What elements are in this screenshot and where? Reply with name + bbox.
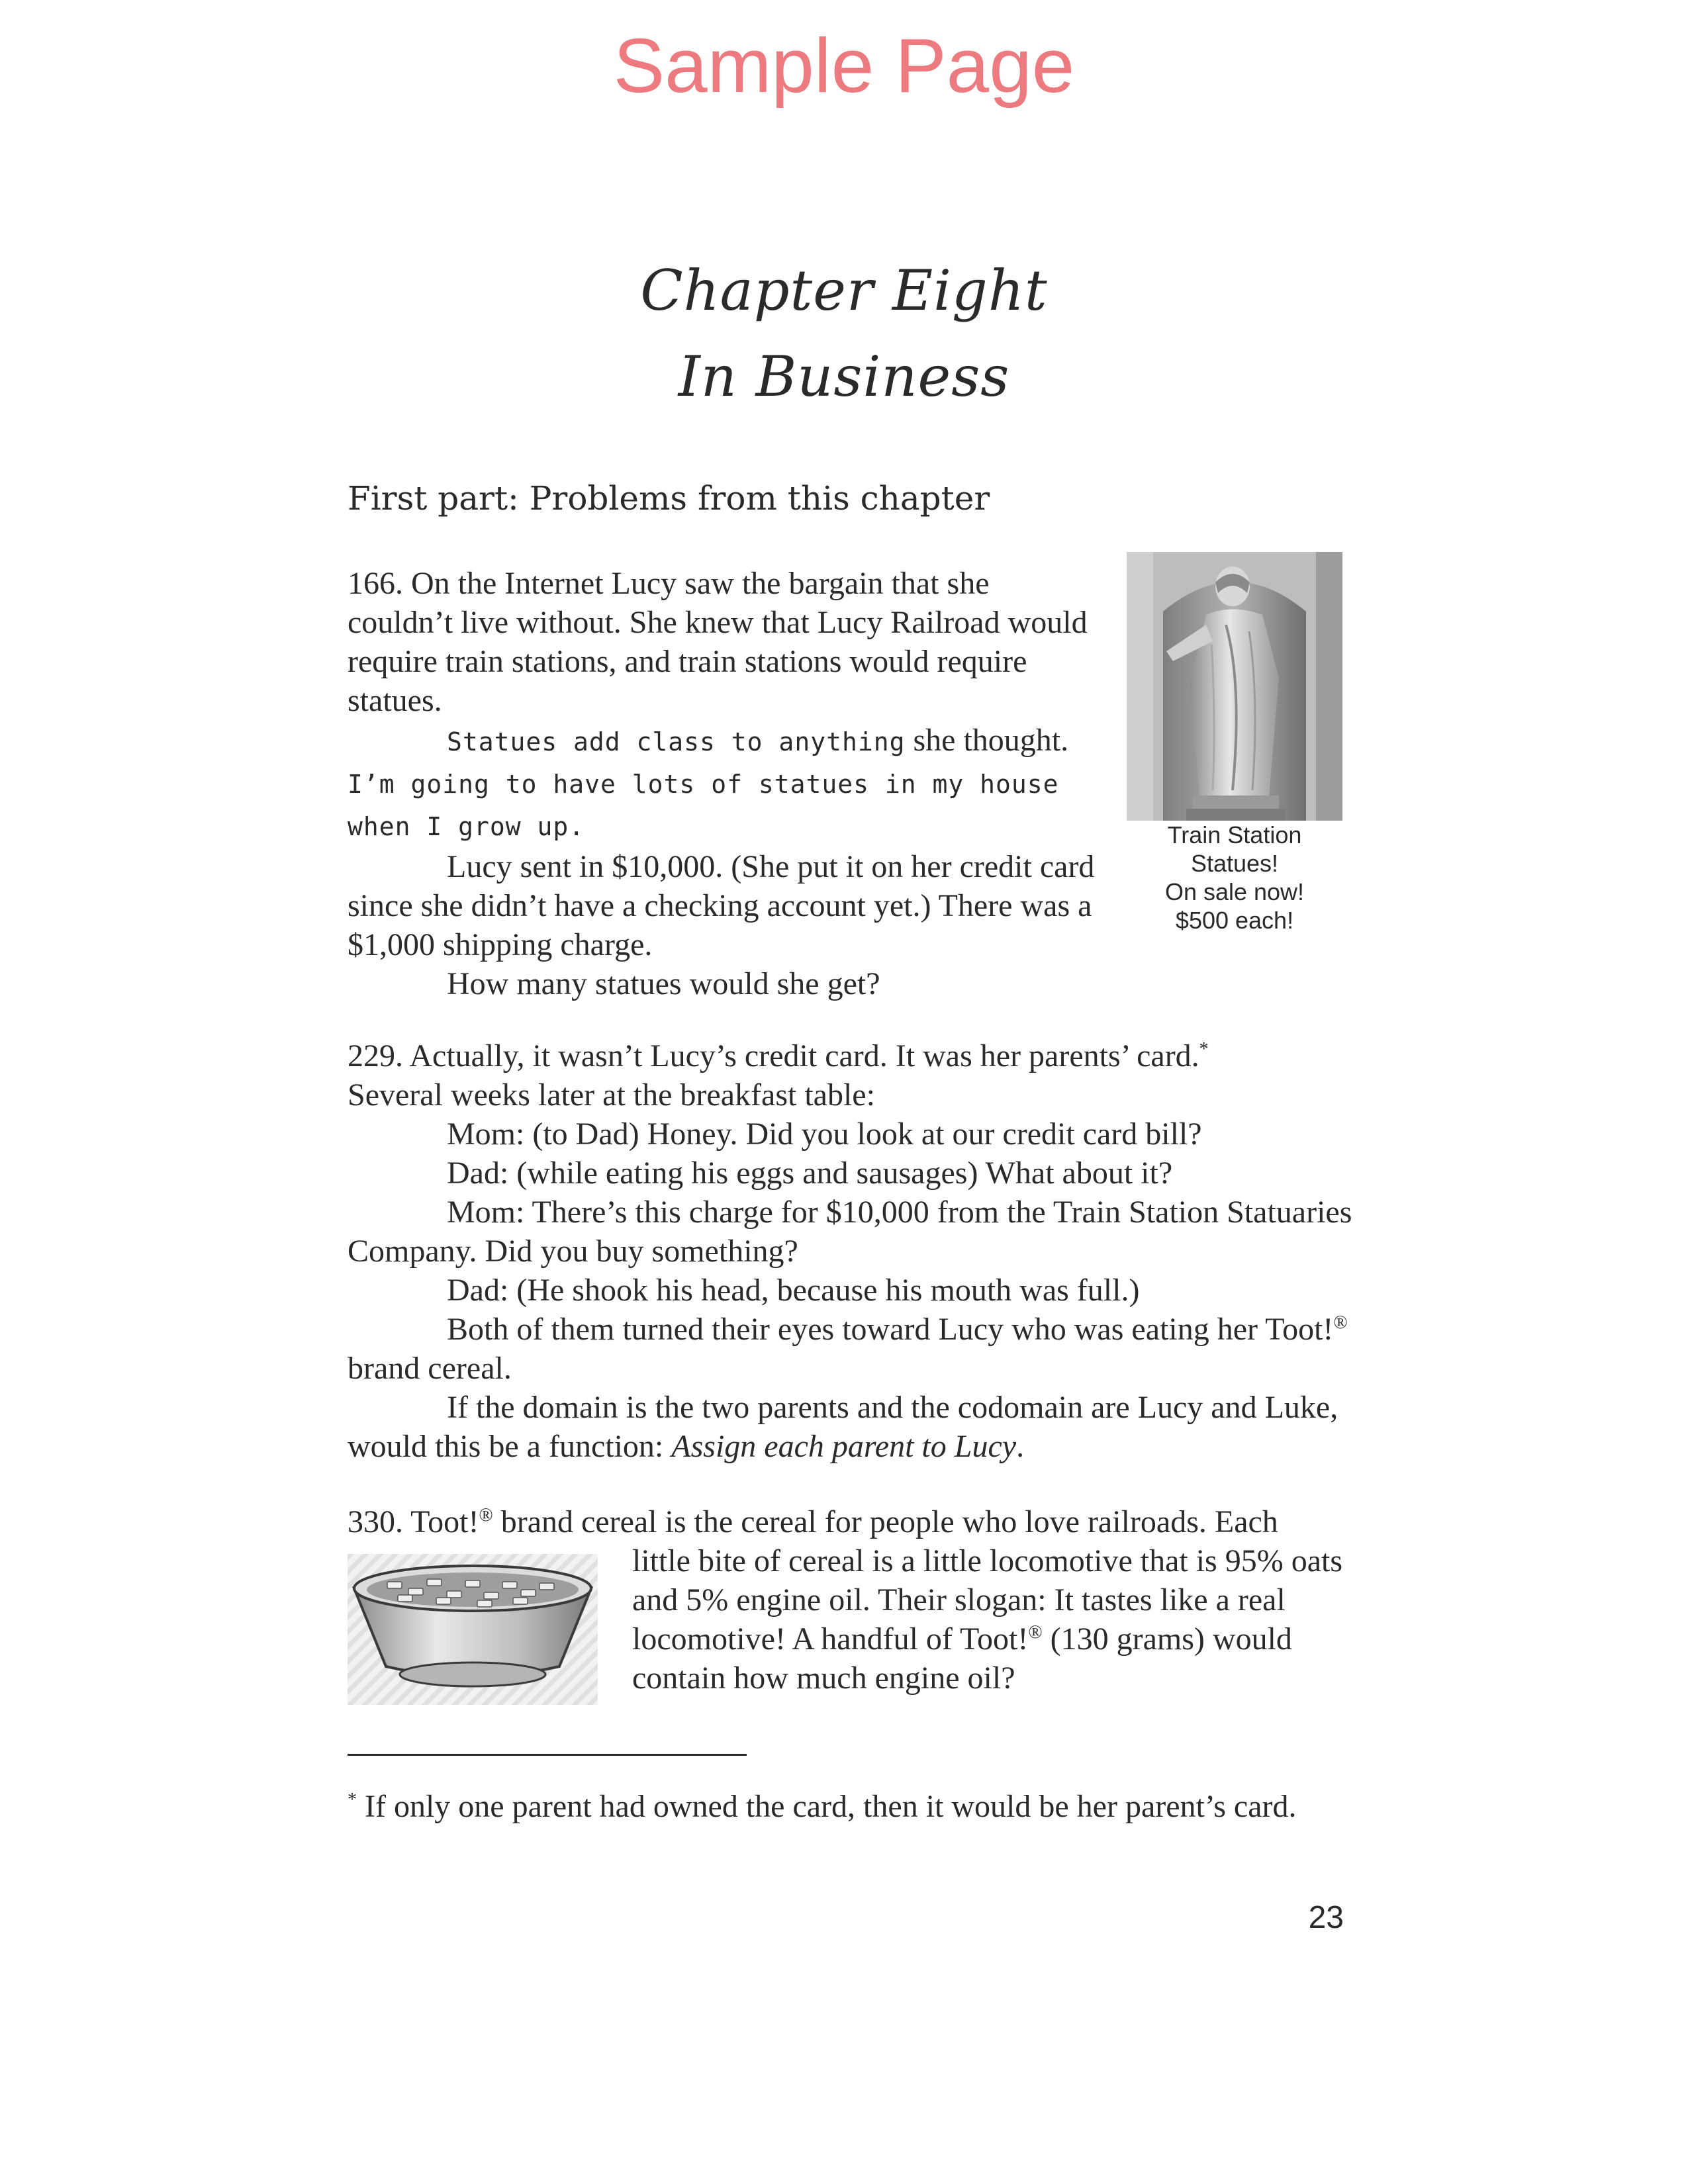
statue-photo bbox=[1127, 552, 1342, 821]
problem-229-question bbox=[348, 1388, 1354, 1466]
problem-229-intro bbox=[348, 1036, 1354, 1075]
footnote-text: If only one parent had owned the card, then it would be her parent’s card. bbox=[357, 1789, 1297, 1824]
footnote bbox=[348, 1787, 1354, 1826]
problem-166-thought bbox=[348, 720, 1102, 847]
problem-330-text-a: 330. Toot! bbox=[348, 1504, 479, 1539]
question-italic: Assign each parent to Lucy bbox=[671, 1429, 1017, 1464]
problem-330-first-line bbox=[348, 1502, 1354, 1541]
problem-330-body-text-b: (130 grams) would contain how much engine oil? bbox=[632, 1621, 1292, 1696]
statue-ad-caption bbox=[1099, 821, 1370, 934]
dialog-mom-2: Mom: There’s this charge for $10,000 from the Train Station Statuaries Company. Did you buy something? bbox=[348, 1195, 1352, 1269]
dialog-dad-2: Dad: (He shook his head, because his mouth was full.) bbox=[447, 1273, 1140, 1308]
cereal-bowl-image bbox=[348, 1554, 598, 1705]
problem-229-intro-text: 229. Actually, it wasn’t Lucy’s credit card. It was her parents’ card. bbox=[348, 1038, 1199, 1073]
handwritten-thought-1: Statues add class to anything bbox=[447, 727, 906, 756]
statue-illustration bbox=[1127, 552, 1342, 821]
problem-229-narration bbox=[348, 1310, 1354, 1388]
sample-page-watermark: Sample Page bbox=[613, 23, 1075, 109]
page-number: 23 bbox=[1308, 1900, 1344, 1935]
registered-mark: ® bbox=[479, 1505, 493, 1525]
footnote-divider bbox=[348, 1754, 747, 1756]
thought-narration: she thought. bbox=[905, 723, 1069, 758]
problem-229 bbox=[348, 1036, 1354, 1466]
problem-330-body bbox=[632, 1541, 1367, 1698]
problem-166-question: How many statues would she get? bbox=[447, 966, 880, 1001]
ad-line-3: On sale now! bbox=[1164, 878, 1305, 905]
cereal-bowl-illustration bbox=[348, 1554, 598, 1705]
handwritten-thought-2: I’m going to have lots of statues in my house when I grow up. bbox=[348, 770, 1059, 841]
problem-330-body-text-a: little bite of cereal is a little locomotive that is 95% oats and 5% engine oil. Their slogan: It tastes like a real locomotive! A handful of Toot! bbox=[632, 1543, 1343, 1657]
problem-166-purchase: Lucy sent in $10,000. (She put it on her credit card since she didn’t have a checking account yet.) There was a $1,000 shipping charge. bbox=[348, 849, 1095, 962]
question-text-a: If the domain is the two parents and the codomain are Lucy and Luke, would this be a function: bbox=[348, 1390, 1338, 1464]
problem-330-text-b: brand cereal is the cereal for people who love railroads. Each bbox=[492, 1504, 1278, 1539]
registered-mark: ® bbox=[1333, 1312, 1348, 1333]
footnote-marker: * bbox=[1199, 1039, 1209, 1060]
narration-text-b: brand cereal. bbox=[348, 1351, 512, 1386]
ad-line-4: $500 each! bbox=[1175, 907, 1294, 934]
question-text-b: . bbox=[1016, 1429, 1025, 1464]
dialog-dad-1: Dad: (while eating his eggs and sausages) What about it? bbox=[447, 1156, 1173, 1191]
chapter-title: Chapter Eight bbox=[640, 258, 1048, 323]
registered-mark: ® bbox=[1028, 1622, 1043, 1643]
problem-166-intro: 166. On the Internet Lucy saw the bargain that she couldn’t live without. She knew that Lucy Railroad would require train stations, and train stations would require statues. bbox=[348, 566, 1088, 718]
dialog-mom-1: Mom: (to Dad) Honey. Did you look at our credit card bill? bbox=[447, 1116, 1202, 1152]
narration-text-a: Both of them turned their eyes toward Lucy who was eating her Toot! bbox=[447, 1312, 1334, 1347]
chapter-subtitle: In Business bbox=[678, 344, 1010, 409]
ad-line-1: Train Station bbox=[1167, 821, 1302, 848]
problem-229-setting: Several weeks later at the breakfast table: bbox=[348, 1077, 875, 1113]
footnote-mark: * bbox=[348, 1790, 357, 1810]
ad-line-2: Statues! bbox=[1190, 850, 1279, 877]
problem-166 bbox=[348, 564, 1102, 1003]
section-heading: First part: Problems from this chapter bbox=[348, 479, 990, 518]
